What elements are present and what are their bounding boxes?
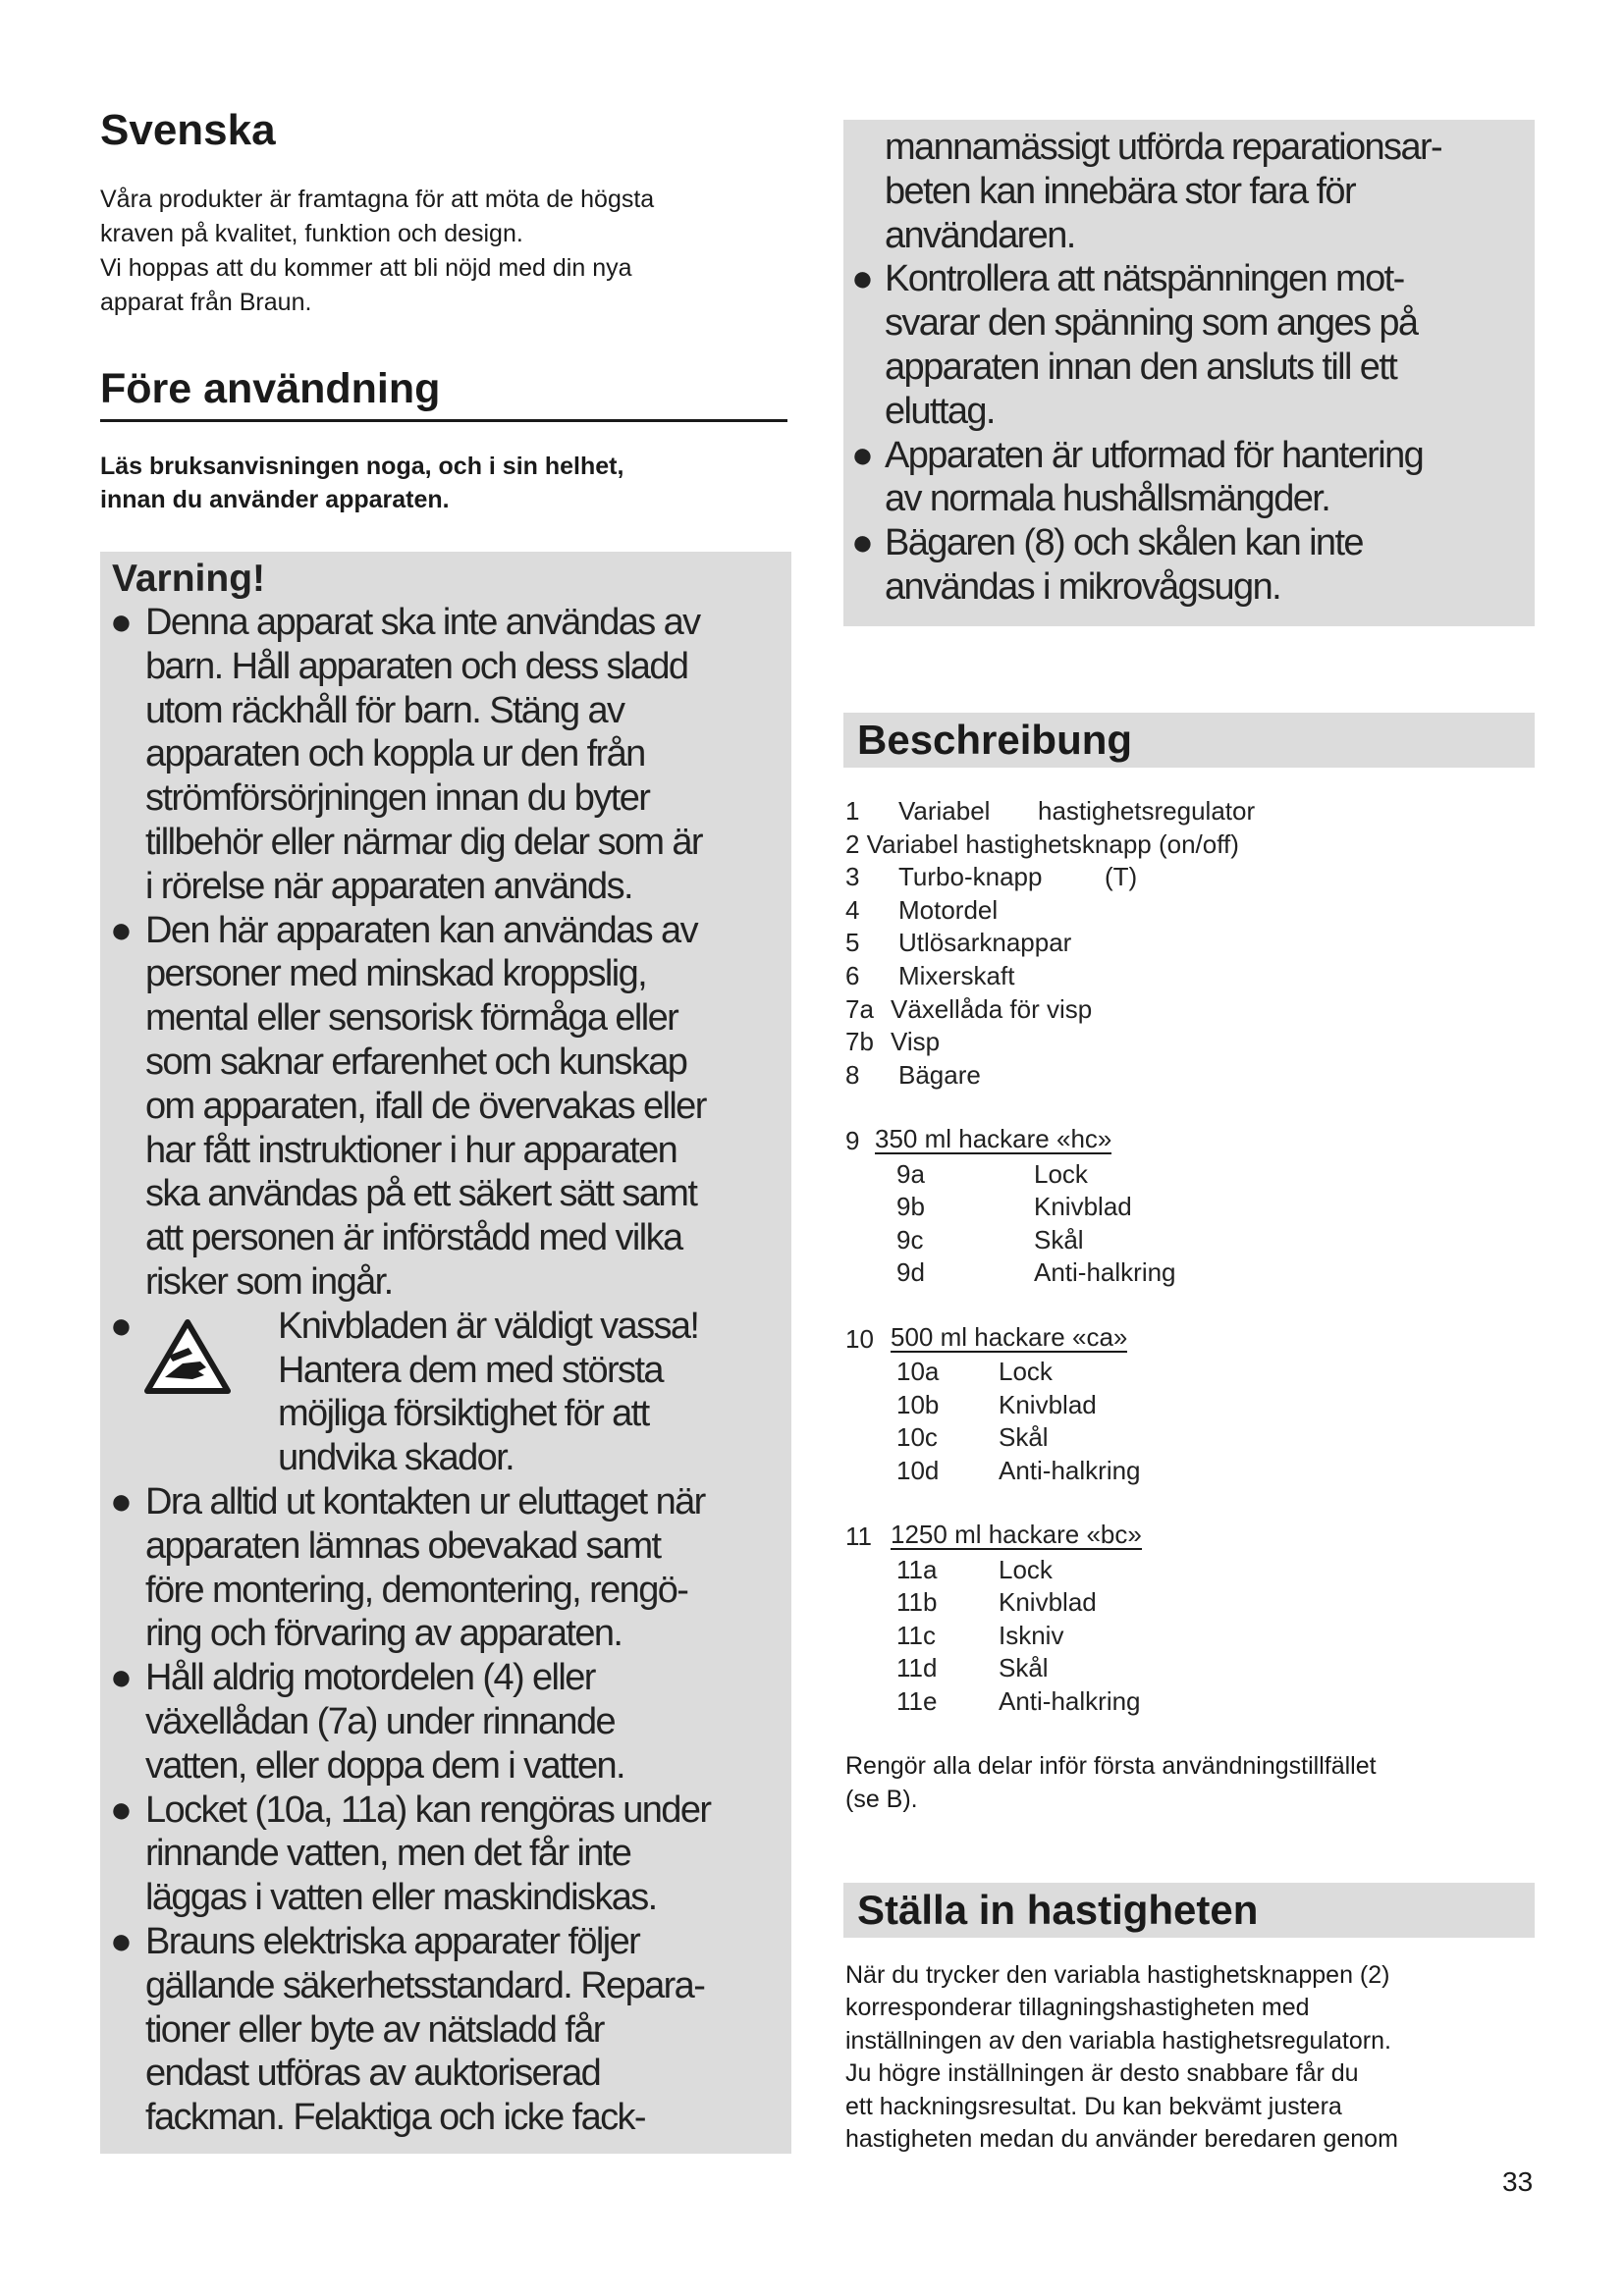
parts-list [845, 795, 1533, 1719]
intro-line: Vi hoppas att du kommer att bli nöjd med din nya [100, 254, 632, 282]
warning-line: användas i mikrovågsugn. [885, 565, 1281, 608]
warning-line: att personen är införstådd med vilka [145, 1217, 682, 1259]
warning-line: mannamässigt utförda reparationsar- [885, 127, 1442, 168]
part-number: 7b [845, 1027, 874, 1057]
warning-line: före montering, demontering, rengö- [145, 1569, 688, 1611]
part-number: 9d [896, 1257, 925, 1288]
part-number: 8 [845, 1059, 860, 1090]
speed-setting-text [845, 1959, 1533, 2156]
part-number: 11 [845, 1522, 872, 1552]
part-group-label: 350 ml hackare «hc» [875, 1123, 1112, 1153]
part-subrow [845, 1554, 1533, 1587]
warning-line: undvika skador. [278, 1437, 514, 1479]
part-subrow [845, 1224, 1533, 1257]
part-label: Mixerskaft [898, 960, 1015, 990]
part-label: hastighetsregulator [1038, 796, 1256, 826]
speed-line: Ju högre inställningen är desto snabbare får du [845, 2059, 1359, 2088]
warning-continued-paragraph [849, 126, 1537, 257]
warning-item [106, 909, 793, 1305]
part-label: Variabel [898, 796, 991, 826]
warning-title: Varning! [112, 558, 266, 600]
warning-line: svarar den spänning som anges på [885, 302, 1418, 345]
warning-line: eluttag. [885, 390, 995, 432]
bullet-icon: ● [851, 258, 873, 300]
bullet-icon: ● [110, 602, 132, 643]
bullet-icon: ● [110, 1305, 132, 1347]
speed-line: När du trycker den variabla hastighetsknappen (2) [845, 1961, 1390, 1989]
part-row [845, 828, 1533, 862]
speed-line: korresponderar tillagningshastigheten med [845, 1994, 1310, 2022]
part-number: 1 [845, 796, 860, 826]
bullet-icon: ● [110, 1480, 132, 1522]
warning-line: Brauns elektriska apparater följer [145, 1920, 640, 1962]
warning-line: växellådan (7a) under rinnande [145, 1700, 616, 1742]
part-subrow [845, 1158, 1533, 1192]
part-number: 9c [896, 1224, 924, 1255]
warning-line: Knivbladen är väldigt vassa! [278, 1305, 699, 1347]
part-group-header [845, 1323, 1533, 1357]
part-label: Visp [891, 1027, 941, 1057]
part-label: Lock [999, 1357, 1053, 1387]
part-subrow [845, 1652, 1533, 1685]
part-label: Växellåda för visp [891, 993, 1093, 1024]
section-title-stalla-in-hastigheten: Ställa in hastigheten [857, 1887, 1259, 1933]
warning-line: ska användas på ett säkert sätt samt [145, 1173, 697, 1215]
part-row [845, 993, 1533, 1027]
part-number: 9b [896, 1192, 925, 1222]
warning-line: tillbehör eller närmar dig delar som är [145, 821, 702, 863]
part-number: 10a [896, 1357, 940, 1387]
warning-line: som saknar erfarenhet och kunskap [145, 1041, 687, 1083]
part-row [845, 1026, 1533, 1059]
warning-item [106, 1789, 793, 1920]
part-label: Skål [999, 1653, 1049, 1683]
warning-item [106, 601, 793, 909]
part-number: 11c [896, 1620, 936, 1650]
part-subrow [845, 1620, 1533, 1653]
bullet-icon: ● [110, 1920, 132, 1962]
part-label: Lock [1034, 1158, 1088, 1189]
part-subrow [845, 1191, 1533, 1224]
part-label: Knivblad [999, 1587, 1097, 1618]
warning-line: apparaten lämnas obevakad samt [145, 1524, 661, 1567]
cleaning-line: (se B). [845, 1786, 918, 1813]
part-number: 10d [896, 1455, 940, 1485]
cleaning-note [845, 1749, 1533, 1816]
intro-line: apparat från Braun. [100, 289, 312, 316]
part-label: Knivblad [1034, 1192, 1132, 1222]
part-label: Skål [999, 1422, 1049, 1453]
warning-item [106, 1480, 793, 1656]
part-label: Lock [999, 1554, 1053, 1584]
part-subrow [845, 1389, 1533, 1422]
warning-line: apparaten innan den ansluts till ett [885, 346, 1397, 388]
warning-line: Dra alltid ut kontakten ur eluttaget när [145, 1480, 705, 1522]
part-number: 11a [896, 1554, 938, 1584]
warning-continued-text [849, 126, 1537, 610]
note-line: innan du använder apparaten. [100, 486, 450, 513]
language-heading: Svenska [100, 106, 276, 154]
intro-line: kraven på kvalitet, funktion och design. [100, 220, 523, 247]
part-row [845, 1059, 1533, 1093]
warning-line: Kontrollera att nätspänningen mot- [885, 258, 1404, 300]
warning-line: möjliga försiktighet för att [278, 1393, 649, 1435]
part-subrow [845, 1685, 1533, 1719]
warning-line: Hantera dem med största [278, 1349, 663, 1391]
warning-line: av normala hushållsmängder. [885, 478, 1330, 520]
part-label: Bägare [898, 1059, 981, 1090]
note-line: Läs bruksanvisningen noga, och i sin helhet, [100, 453, 624, 480]
warning-line: användaren. [885, 214, 1075, 256]
part-number: 10 [845, 1323, 874, 1354]
part-label: Motordel [898, 894, 999, 925]
warning-line: har fått instruktioner i hur apparaten [145, 1129, 677, 1171]
bullet-icon: ● [851, 434, 873, 476]
warning-line: mental eller sensorisk förmåga eller [145, 997, 678, 1040]
part-number: 4 [845, 894, 860, 925]
part-number: 9 [845, 1125, 860, 1155]
page-number: 33 [1502, 2166, 1534, 2197]
part-number: 11d [896, 1653, 938, 1683]
bullet-icon: ● [851, 522, 873, 564]
section-title-beschreibung: Beschreibung [857, 717, 1133, 763]
warning-line: risker som ingår. [145, 1260, 393, 1303]
part-number: 9a [896, 1158, 925, 1189]
part-subrow [845, 1256, 1533, 1290]
part-number: 3 [845, 862, 860, 892]
warning-line: personer med minskad kroppslig, [145, 953, 647, 995]
part-group-label: 1250 ml hackare «bc» [891, 1520, 1142, 1550]
part-number: 10b [896, 1389, 940, 1419]
part-subrow [845, 1586, 1533, 1620]
part-label: Knivblad [999, 1389, 1097, 1419]
part-subrow [845, 1356, 1533, 1389]
warning-line: utom räckhåll för barn. Stäng av [145, 689, 624, 731]
part-label: (T) [1105, 862, 1138, 892]
part-label: 2 Variabel hastighetsknapp (on/off) [845, 828, 1239, 859]
warning-line: apparaten och koppla ur den från [145, 733, 645, 775]
warning-line: Apparaten är utformad för hantering [885, 434, 1424, 476]
bullet-icon: ● [110, 1789, 132, 1831]
part-label: Anti-halkring [999, 1455, 1141, 1485]
warning-line: strömförsörjningen innan du byter [145, 777, 650, 820]
part-row [845, 795, 1533, 828]
warning-continued-list [849, 257, 1537, 609]
sharp-blade-warning-icon [143, 1318, 232, 1397]
warning-line: Locket (10a, 11a) kan rengöras under [145, 1789, 711, 1831]
part-row [845, 927, 1533, 960]
warning-line: gällande säkerhetsstandard. Repara- [145, 1964, 705, 2006]
part-group-header [845, 1125, 1533, 1158]
warning-line: fackman. Felaktiga och icke fack- [145, 2097, 645, 2139]
speed-line: ett hackningsresultat. Du kan bekvämt justera [845, 2092, 1342, 2120]
intro-text [100, 183, 787, 320]
bullet-icon: ● [110, 1657, 132, 1699]
bullet-icon: ● [110, 909, 132, 951]
warning-item [106, 1656, 793, 1788]
part-number: 7a [845, 993, 874, 1024]
warning-item [106, 1920, 793, 2140]
warning-line: Håll aldrig motordelen (4) eller [145, 1657, 595, 1699]
part-row [845, 894, 1533, 928]
warning-line: rinnande vatten, men det får inte [145, 1833, 631, 1875]
warning-item [849, 521, 1537, 610]
warning-line: beten kan innebära stor fara för [885, 170, 1356, 212]
warning-item [849, 257, 1537, 433]
warning-line: tioner eller byte av nätsladd får [145, 2008, 604, 2051]
part-subrow [845, 1455, 1533, 1488]
warning-item-knife [106, 1305, 793, 1480]
part-label: Turbo-knapp [898, 862, 1043, 892]
warning-line: endast utföras av auktoriserad [145, 2053, 601, 2095]
warning-line: Bägaren (8) och skålen kan inte [885, 522, 1363, 564]
part-label: Anti-halkring [999, 1686, 1141, 1717]
warning-line: i rörelse när apparaten används. [145, 865, 632, 907]
read-instructions-note [100, 450, 787, 516]
part-subrow [845, 1421, 1533, 1455]
section-title-fore-anvandning: Före användning [100, 365, 787, 422]
part-number: 5 [845, 928, 860, 958]
speed-line: hastigheten medan du använder beredaren genom [845, 2125, 1398, 2154]
part-label: Iskniv [999, 1620, 1064, 1650]
intro-line: Våra produkter är framtagna för att möta de högsta [100, 186, 655, 213]
part-row [845, 861, 1533, 894]
warning-line: ring och förvaring av apparaten. [145, 1613, 623, 1655]
warning-line: Denna apparat ska inte användas av [145, 602, 700, 643]
part-label: Skål [1034, 1224, 1084, 1255]
part-row [845, 960, 1533, 993]
warning-list [106, 601, 793, 2140]
part-number: 11b [896, 1587, 938, 1618]
warning-line: Den här apparaten kan användas av [145, 909, 697, 951]
part-group-label: 500 ml hackare «ca» [891, 1321, 1128, 1352]
part-label: Utlösarknappar [898, 928, 1072, 958]
part-group-header [845, 1521, 1533, 1554]
speed-line: inställningen av den variabla hastighetsregulatorn. [845, 2026, 1391, 2055]
part-number: 11e [896, 1686, 938, 1717]
warning-line: läggas i vatten eller maskindiskas. [145, 1877, 657, 1919]
cleaning-line: Rengör alla delar inför första användningstillfället [845, 1752, 1377, 1780]
warning-item [849, 434, 1537, 522]
warning-line: om apparaten, ifall de övervakas eller [145, 1085, 706, 1127]
part-label: Anti-halkring [1034, 1257, 1176, 1288]
warning-line: vatten, eller doppa dem i vatten. [145, 1744, 624, 1787]
warning-line: barn. Håll apparaten och dess sladd [145, 645, 688, 687]
part-number: 10c [896, 1422, 938, 1453]
part-number: 6 [845, 960, 860, 990]
